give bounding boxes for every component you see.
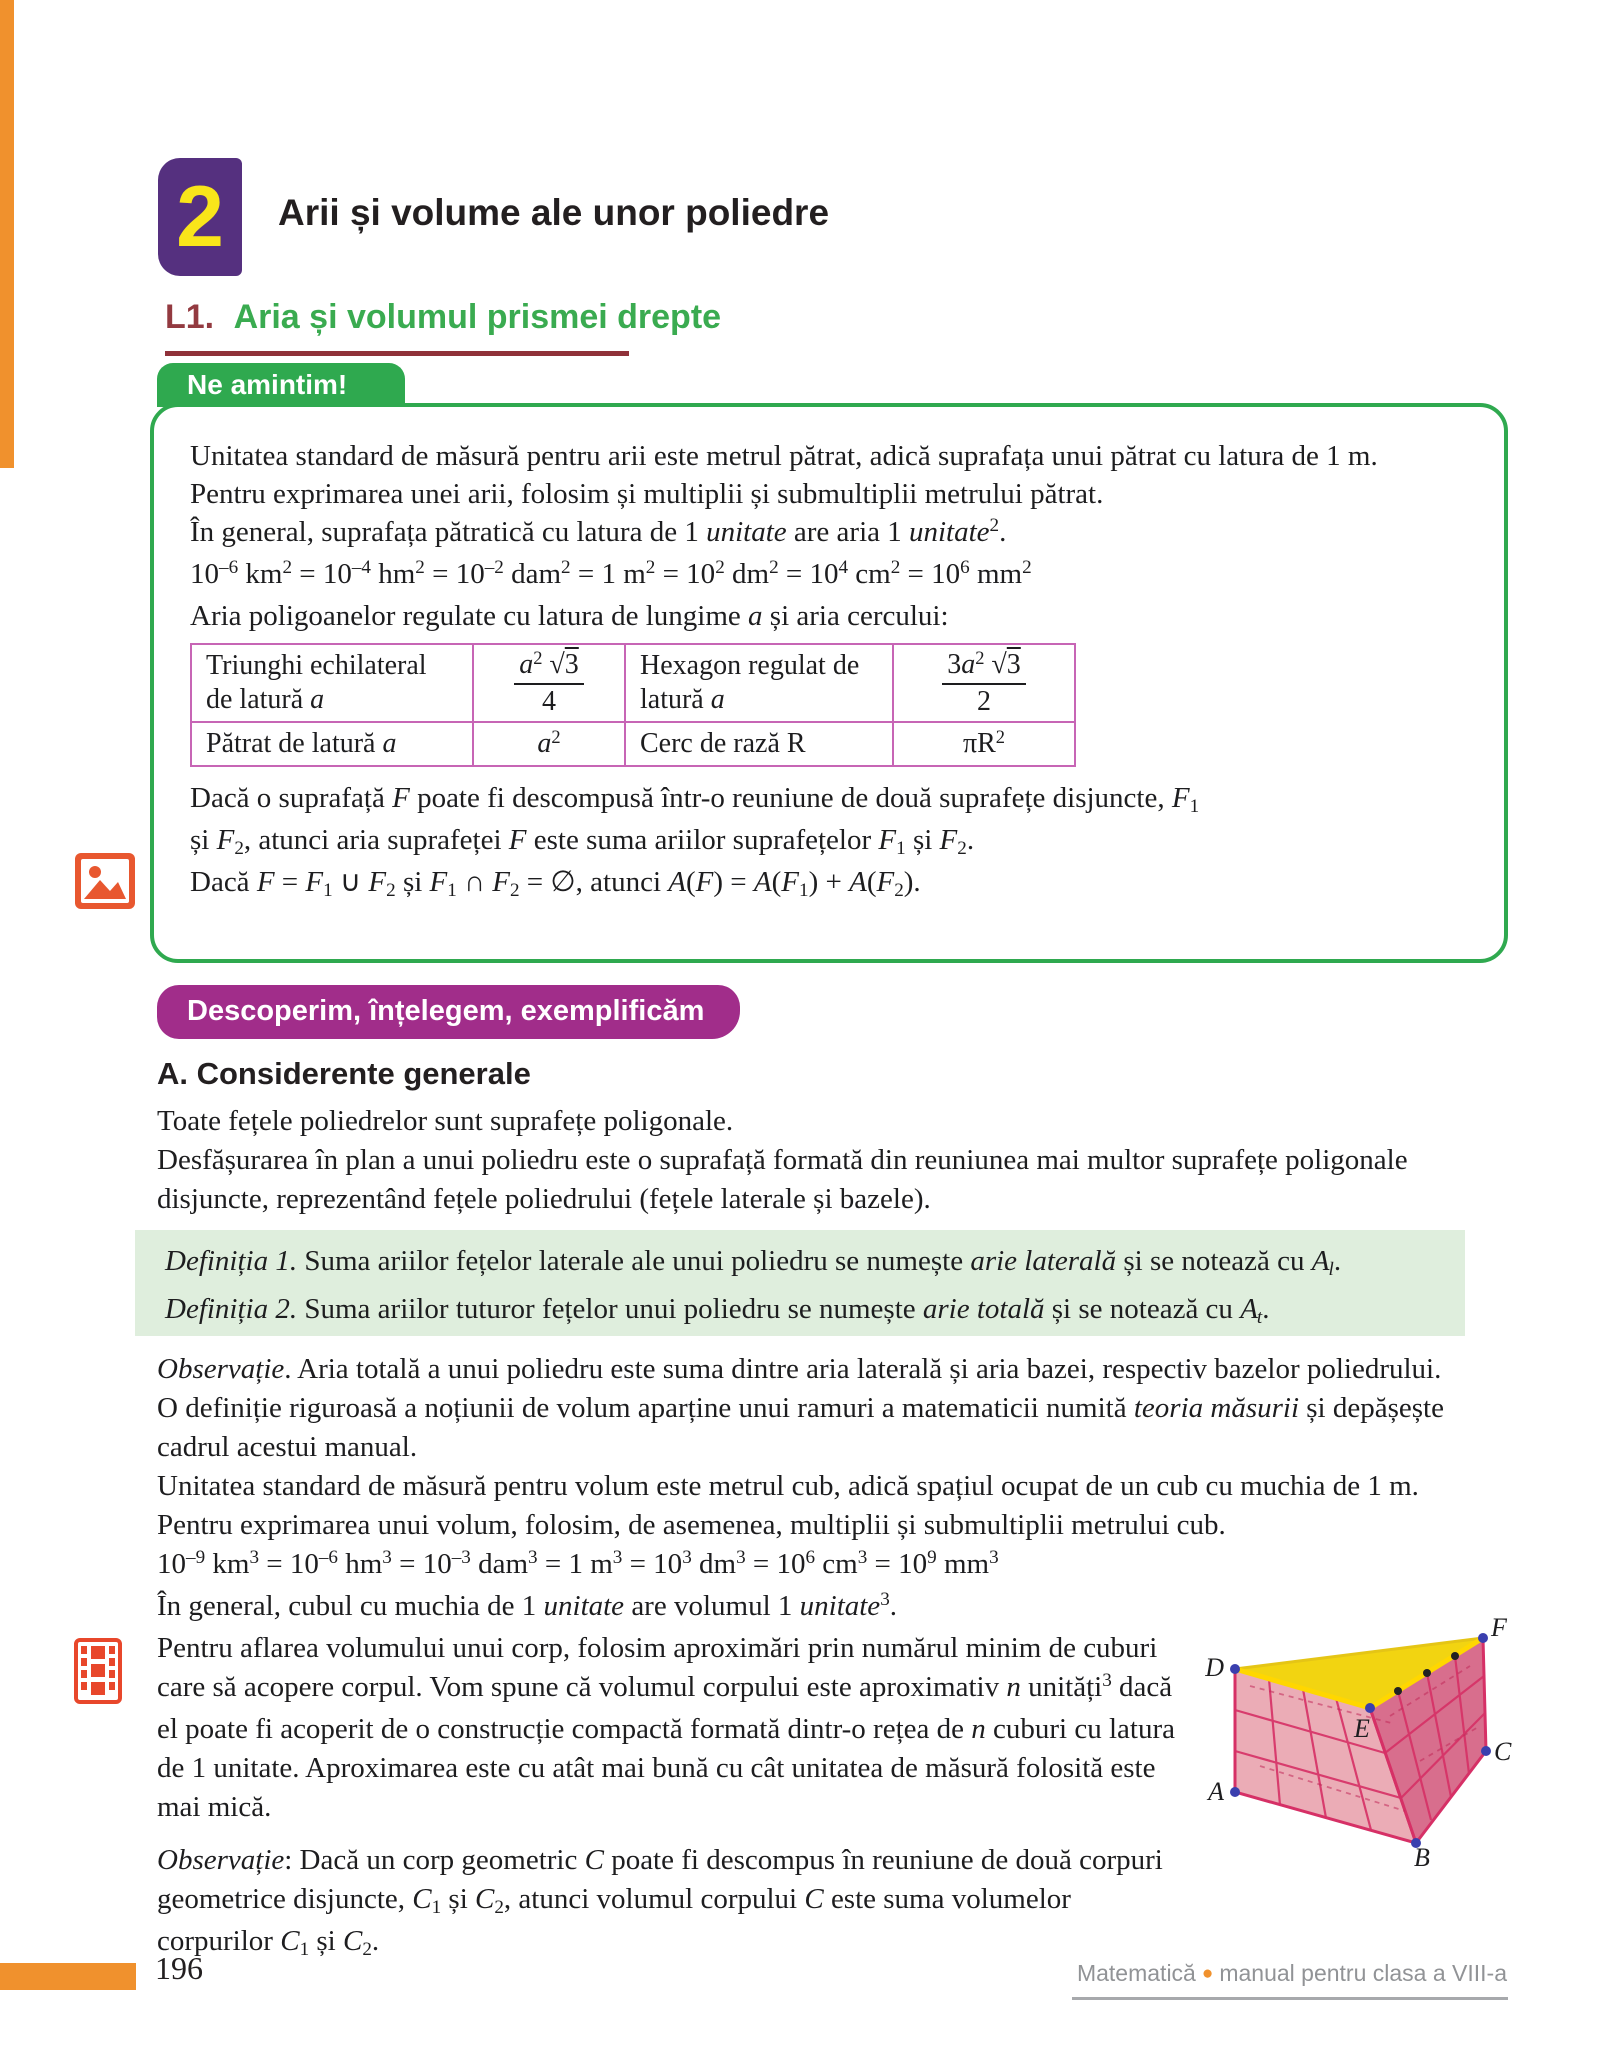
paragraph: În general, suprafața pătratică cu latura de 1 unitate are aria 1 unitate$^2$.: [190, 515, 1007, 548]
vertex-label-D: D: [1205, 1653, 1224, 1682]
paragraph: Observație: Dacă un corp geometric C poate fi descompus în reuniune de două corpuri geometrice disjuncte, C1 și C2, atunci volumul corpului C este suma volumelor corpurilor C1 și C2.: [157, 1844, 1163, 1961]
paragraph: Observație. Aria totală a unui poliedru este suma dintre aria laterală și aria bazei, respectiv bazelor poliedrului.: [157, 1353, 1442, 1385]
paragraph: Aria poligoanelor regulate cu latura de lungime a și aria cercului:: [190, 600, 949, 632]
lesson-heading: [165, 298, 721, 337]
remember-box: [150, 403, 1508, 963]
footer-accent-strip: [0, 1963, 136, 1990]
discover-badge: Descoperim, înțelegem, exemplificăm: [157, 985, 740, 1039]
chapter-title: Arii și volume ale unor poliedre: [278, 192, 830, 233]
paragraph: Dacă o suprafață F poate fi descompusă într-o reuniune de două suprafețe disjuncte, F1 și F2, atunci aria suprafeței F este suma ariilor suprafețelor F1 și F2.: [190, 782, 1200, 860]
definitions-box: [135, 1230, 1465, 1336]
vertex-label-E: E: [1354, 1714, 1370, 1743]
table-cell: [893, 644, 1075, 722]
paragraph: Pentru aflarea volumului unui corp, folosim aproximări prin numărul minim de cuburi care să acopere corpul. Vom spune că volumul corpului este aproximativ n unități$^3$ dacă el poate fi acoperit de o construcție compactă formată dintr-o rețea de n cuburi cu latura de 1 unitate. Aproximarea este cu atât mai bună cu cât unitatea de măsură folosită este mai mică.: [157, 1632, 1175, 1823]
table-cell: $\pi R^2$: [893, 722, 1075, 766]
image-icon: [72, 850, 138, 912]
fraction: $\frac{3a^2 √3}{2}$: [942, 649, 1026, 717]
table-row: [191, 722, 1075, 766]
footer-subject: Matematică: [1076, 1960, 1196, 1986]
paragraph: O definiție riguroasă a noțiunii de volum aparține unui ramuri a matematicii numită teoria măsurii și depășește cadrul acestui manual.: [157, 1392, 1444, 1463]
area-formulas-table: [190, 643, 1076, 767]
vertex-label-A: A: [1208, 1777, 1224, 1806]
definition-2: Definiția 2. Suma ariilor tuturor fețelor unui poliedru se numește arie totală și se notează cu At.: [165, 1293, 1270, 1329]
table-cell: Triunghi echilateral de latură a: [191, 644, 473, 722]
left-accent-bar: [0, 0, 14, 468]
paragraph: Toate fețele poliedrelor sunt suprafețe poligonale.: [157, 1105, 734, 1137]
paragraph: Dacă F = F1 ∪ F2 și F1 ∩ F2 = ∅, atunci A(F) = A(F1) + A(F2).: [190, 866, 921, 902]
chapter-number-badge: [158, 158, 242, 276]
section-a-heading: A. Considerente generale: [157, 1056, 531, 1091]
paragraph: Pentru exprimarea unui volum, folosim, de asemenea, multiplii și submultiplii metrului cub.: [157, 1509, 1226, 1541]
footer-edition: manual pentru clasa a VIII-a: [1219, 1960, 1507, 1986]
table-row: [191, 644, 1075, 722]
vertex-label-F: F: [1491, 1613, 1507, 1642]
paragraph: Unitatea standard de măsură pentru arii este metrul pătrat, adică suprafața unui pătrat cu latura de 1 m.: [190, 440, 1378, 472]
table-cell: Pătrat de latură a: [191, 722, 473, 766]
section-a: [157, 1056, 1515, 1219]
lesson-code: L1.: [165, 298, 215, 336]
footer-separator-dot: ●: [1201, 1963, 1214, 1984]
film-strip-icon: [74, 1638, 122, 1704]
footer-underline: [1072, 1997, 1508, 2000]
paragraph: Desfășurarea în plan a unui poliedru este o suprafață formată din reuniunea mai multor suprafețe poligonale disjuncte, reprezentând fețele poliedrului (fețele laterale și bazele).: [157, 1144, 1408, 1215]
paragraph: $10^{-6}$ $km^2 = 10^{-4}$ $hm^2 = 10^{-2}$ dam$^2$ = 1 $m^2 = 10^2$ $dm^2 = 10^4$ $cm^2 = 10^6$ $mm^2$: [190, 557, 1032, 590]
definition-1: Definiția 1. Suma ariilor fețelor laterale ale unui poliedru se numește arie laterală și se notează cu Al.: [165, 1245, 1342, 1281]
fraction: $\frac{a^2 √3}{4}$: [514, 649, 584, 717]
lesson-title: Aria și volumul prismei drepte: [233, 298, 722, 336]
paragraph: Unitatea standard de măsură pentru volum este metrul cub, adică spațiul ocupat de un cub cu muchia de 1 m.: [157, 1470, 1419, 1502]
table-cell: $a^2$: [473, 722, 625, 766]
cube-approximation-figure: [1190, 1596, 1512, 1871]
table-cell: Hexagon regulat de latură a: [625, 644, 893, 722]
paragraph: $10^{-9}$ $km^3 = 10^{-6}$ $hm^3 = 10^{-3}$ dam$^3$ = 1 $m^3 = 10^3$ $dm^3 = 10^6$ $cm^3 = 10^9$ $mm^3$: [157, 1547, 999, 1580]
page-number: 196: [155, 1950, 203, 1986]
remember-badge: Ne amintim!: [157, 363, 405, 407]
paragraph: Pentru exprimarea unei arii, folosim și multiplii și submultiplii metrului pătrat.: [190, 478, 1104, 510]
chapter-number: 2: [176, 168, 224, 265]
table-cell: Cerc de rază R: [625, 722, 893, 766]
paragraph: În general, cubul cu muchia de 1 unitate are volumul 1 unitate$^3$.: [157, 1589, 897, 1622]
lesson-underline: [165, 351, 629, 356]
vertex-label-B: B: [1414, 1843, 1430, 1871]
footer-book-title: [1077, 1960, 1507, 1987]
vertex-label-C: C: [1494, 1737, 1512, 1766]
table-cell: [473, 644, 625, 722]
